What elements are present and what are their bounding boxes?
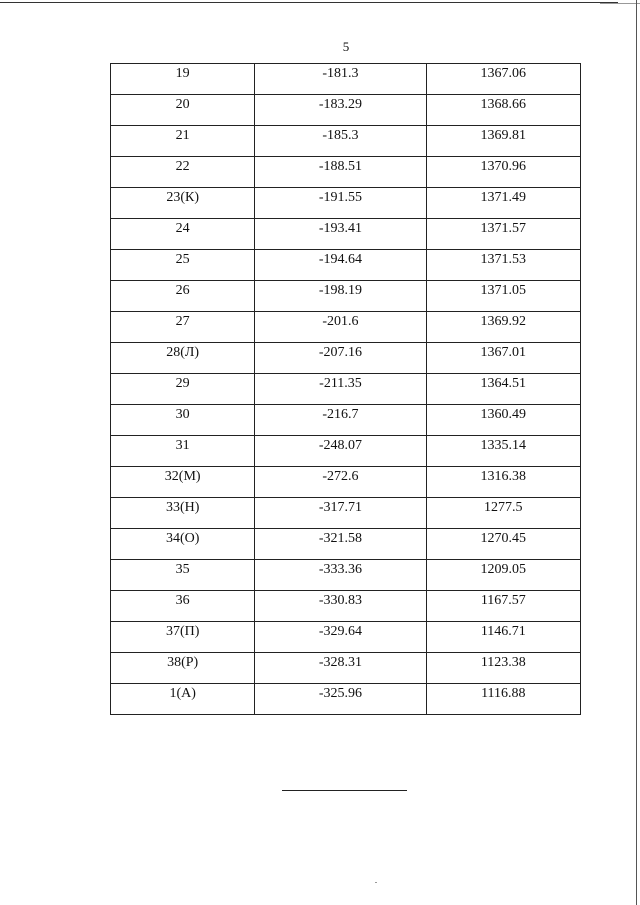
y-coordinate-cell: 1277.5: [426, 498, 580, 529]
y-coordinate-cell: 1270.45: [426, 529, 580, 560]
y-coordinate-cell: 1371.05: [426, 281, 580, 312]
table-row: [111, 126, 581, 157]
point-number-cell: 27: [111, 312, 255, 343]
coordinates-table-body: [111, 64, 581, 715]
point-number-cell: 33(Н): [111, 498, 255, 529]
point-number-cell: 31: [111, 436, 255, 467]
page-top-edge-tail: [600, 3, 640, 4]
y-coordinate-cell: 1368.66: [426, 95, 580, 126]
x-coordinate-cell: -185.3: [255, 126, 426, 157]
point-number-cell: 36: [111, 591, 255, 622]
table-row: [111, 405, 581, 436]
x-coordinate-cell: -330.83: [255, 591, 426, 622]
x-coordinate-cell: -333.36: [255, 560, 426, 591]
y-coordinate-cell: 1369.92: [426, 312, 580, 343]
x-coordinate-cell: -183.29: [255, 95, 426, 126]
x-coordinate-cell: -329.64: [255, 622, 426, 653]
coordinates-table: [110, 63, 581, 715]
y-coordinate-cell: 1167.57: [426, 591, 580, 622]
table-row: [111, 343, 581, 374]
x-coordinate-cell: -321.58: [255, 529, 426, 560]
x-coordinate-cell: -325.96: [255, 684, 426, 715]
point-number-cell: 24: [111, 219, 255, 250]
y-coordinate-cell: 1371.49: [426, 188, 580, 219]
point-number-cell: 21: [111, 126, 255, 157]
x-coordinate-cell: -194.64: [255, 250, 426, 281]
point-number-cell: 25: [111, 250, 255, 281]
x-coordinate-cell: -181.3: [255, 64, 426, 95]
table-row: [111, 591, 581, 622]
y-coordinate-cell: 1146.71: [426, 622, 580, 653]
point-number-cell: 34(О): [111, 529, 255, 560]
point-number-cell: 35: [111, 560, 255, 591]
table-row: [111, 498, 581, 529]
x-coordinate-cell: -191.55: [255, 188, 426, 219]
table-row: [111, 374, 581, 405]
table-row: [111, 157, 581, 188]
y-coordinate-cell: 1335.14: [426, 436, 580, 467]
point-number-cell: 30: [111, 405, 255, 436]
table-row: [111, 64, 581, 95]
point-number-cell: 19: [111, 64, 255, 95]
table-row: [111, 436, 581, 467]
x-coordinate-cell: -193.41: [255, 219, 426, 250]
point-number-cell: 38(Р): [111, 653, 255, 684]
table-row: [111, 467, 581, 498]
page-number: 5: [342, 39, 350, 54]
table-row: [111, 219, 581, 250]
signature-line: [282, 790, 407, 791]
y-coordinate-cell: 1364.51: [426, 374, 580, 405]
y-coordinate-cell: 1367.06: [426, 64, 580, 95]
x-coordinate-cell: -201.6: [255, 312, 426, 343]
table-row: [111, 684, 581, 715]
table-row: [111, 529, 581, 560]
x-coordinate-cell: -328.31: [255, 653, 426, 684]
x-coordinate-cell: -198.19: [255, 281, 426, 312]
point-number-cell: 22: [111, 157, 255, 188]
x-coordinate-cell: -211.35: [255, 374, 426, 405]
y-coordinate-cell: 1371.53: [426, 250, 580, 281]
y-coordinate-cell: 1371.57: [426, 219, 580, 250]
point-number-cell: 23(К): [111, 188, 255, 219]
table-row: [111, 622, 581, 653]
point-number-cell: 20: [111, 95, 255, 126]
point-number-cell: 28(Л): [111, 343, 255, 374]
table-row: [111, 188, 581, 219]
point-number-cell: 29: [111, 374, 255, 405]
x-coordinate-cell: -248.07: [255, 436, 426, 467]
x-coordinate-cell: -317.71: [255, 498, 426, 529]
y-coordinate-cell: 1116.88: [426, 684, 580, 715]
y-coordinate-cell: 1370.96: [426, 157, 580, 188]
page-top-edge: [0, 2, 618, 3]
y-coordinate-cell: 1367.01: [426, 343, 580, 374]
point-number-cell: 32(М): [111, 467, 255, 498]
table-row: [111, 312, 581, 343]
table-row: [111, 281, 581, 312]
point-number-cell: 37(П): [111, 622, 255, 653]
x-coordinate-cell: -272.6: [255, 467, 426, 498]
table-row: [111, 560, 581, 591]
y-coordinate-cell: 1360.49: [426, 405, 580, 436]
point-number-cell: 26: [111, 281, 255, 312]
x-coordinate-cell: -216.7: [255, 405, 426, 436]
table-row: [111, 95, 581, 126]
table-row: [111, 250, 581, 281]
y-coordinate-cell: 1209.05: [426, 560, 580, 591]
table-row: [111, 653, 581, 684]
point-number-cell: 1(А): [111, 684, 255, 715]
y-coordinate-cell: 1369.81: [426, 126, 580, 157]
y-coordinate-cell: 1316.38: [426, 467, 580, 498]
y-coordinate-cell: 1123.38: [426, 653, 580, 684]
x-coordinate-cell: -207.16: [255, 343, 426, 374]
page-right-edge: [636, 0, 637, 905]
x-coordinate-cell: -188.51: [255, 157, 426, 188]
scan-speck: [375, 882, 377, 883]
